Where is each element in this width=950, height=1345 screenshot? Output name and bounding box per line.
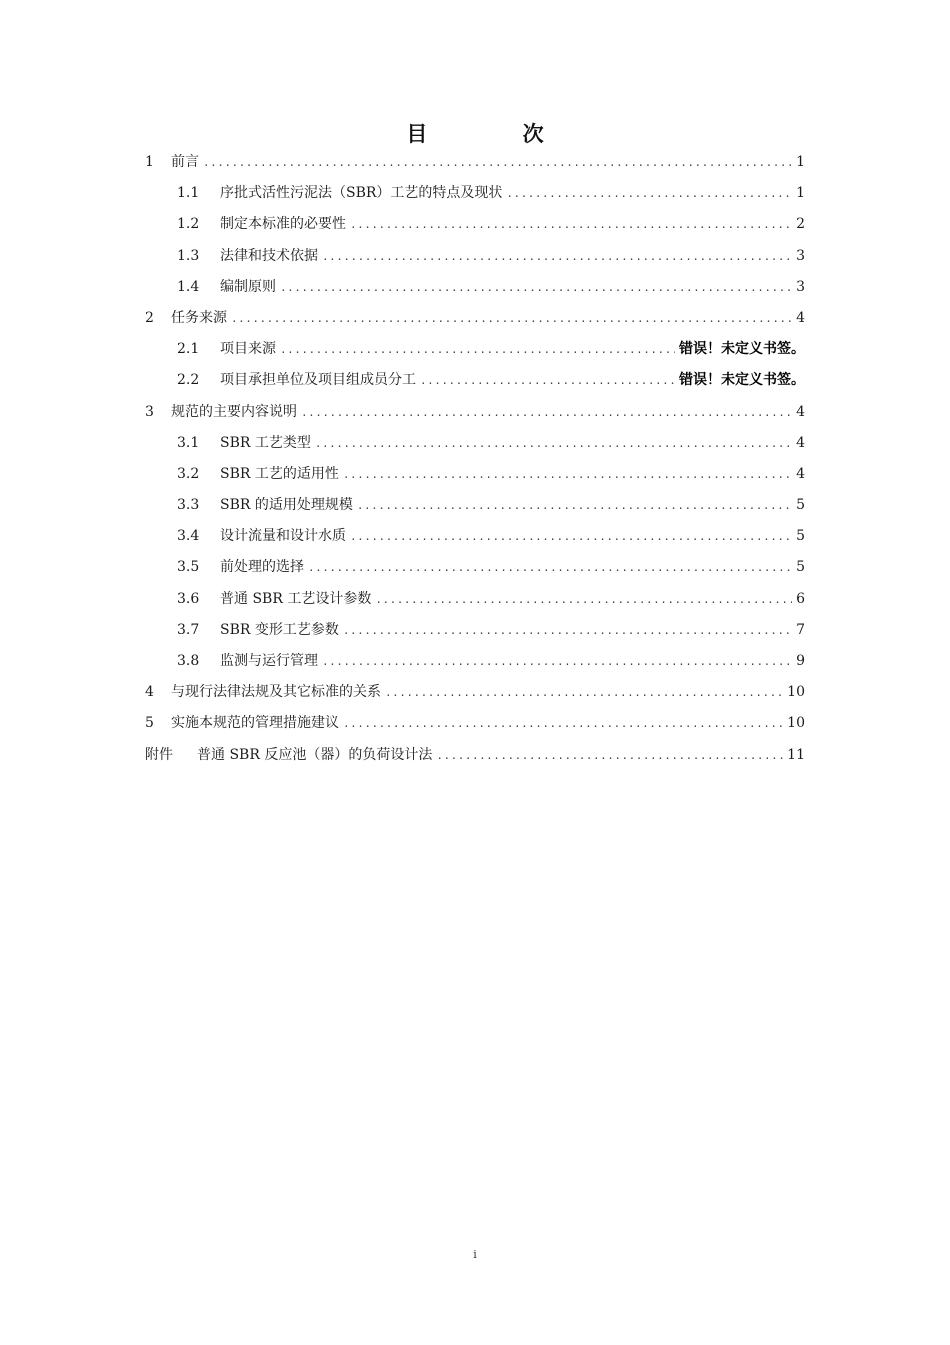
toc-entry-title: 制定本标准的必要性 bbox=[220, 216, 346, 233]
toc-entry-title: 普通 SBR 工艺设计参数 bbox=[220, 590, 372, 607]
toc-entry-number: 3.7 bbox=[177, 621, 200, 638]
toc-entry-bookmark-error: 错误！未定义书签。 bbox=[679, 341, 805, 358]
toc-entry-page: 5 bbox=[796, 528, 805, 545]
table-of-contents bbox=[145, 149, 805, 773]
dot-leader bbox=[343, 711, 783, 737]
toc-entry-title: 监测与运行管理 bbox=[220, 653, 318, 669]
page-footer-number: i bbox=[473, 1248, 477, 1261]
dot-leader bbox=[280, 337, 675, 363]
dot-leader bbox=[280, 275, 792, 301]
toc-entry-page: 6 bbox=[796, 590, 805, 607]
toc-entry-number: 3.2 bbox=[177, 465, 200, 482]
toc-entry-number: 1.3 bbox=[177, 247, 200, 264]
toc-entry[interactable] bbox=[145, 554, 805, 585]
toc-entry[interactable] bbox=[145, 492, 805, 523]
toc-entry-page: 4 bbox=[796, 403, 805, 420]
dot-leader bbox=[308, 555, 792, 581]
toc-entry-page: 10 bbox=[787, 715, 805, 732]
toc-entry[interactable] bbox=[145, 243, 805, 274]
toc-entry-title: 项目来源 bbox=[220, 341, 276, 358]
toc-entry-title: 项目承担单位及项目组成员分工 bbox=[220, 372, 416, 389]
toc-entry-page: 4 bbox=[796, 465, 805, 482]
toc-entry-number: 3.3 bbox=[177, 497, 200, 514]
toc-entry-page: 1 bbox=[796, 185, 805, 202]
dot-leader bbox=[506, 181, 792, 207]
toc-entry-bookmark-error: 错误！未定义书签。 bbox=[679, 372, 805, 389]
toc-entry[interactable] bbox=[145, 180, 805, 211]
toc-entry-title: SBR 工艺的适用性 bbox=[220, 465, 339, 482]
toc-entry-number: 1.2 bbox=[177, 216, 200, 233]
dot-leader bbox=[315, 431, 792, 457]
toc-entry-title: SBR 的适用处理规模 bbox=[220, 497, 353, 514]
toc-entry-page: 7 bbox=[796, 621, 805, 638]
toc-entry[interactable] bbox=[145, 399, 805, 430]
toc-entry[interactable] bbox=[145, 648, 805, 679]
toc-entry-title: SBR 工艺类型 bbox=[220, 434, 311, 451]
toc-entry-number: 3.1 bbox=[177, 434, 200, 451]
toc-entry-appendix[interactable] bbox=[145, 742, 805, 773]
toc-entry[interactable] bbox=[145, 211, 805, 242]
dot-leader bbox=[231, 306, 792, 332]
toc-entry-title: 前言 bbox=[171, 154, 199, 170]
toc-entry-number: 3.8 bbox=[177, 653, 200, 669]
dot-leader bbox=[322, 649, 792, 675]
toc-entry-number: 4 bbox=[145, 684, 154, 701]
toc-entry-title: 设计流量和设计水质 bbox=[220, 528, 346, 545]
toc-entry-number: 3.5 bbox=[177, 559, 200, 576]
dot-leader bbox=[385, 680, 783, 706]
toc-entry-title: SBR 变形工艺参数 bbox=[220, 621, 339, 638]
toc-entry[interactable] bbox=[145, 430, 805, 461]
toc-entry[interactable] bbox=[145, 586, 805, 617]
toc-entry[interactable] bbox=[145, 305, 805, 336]
toc-entry-title: 法律和技术依据 bbox=[220, 247, 318, 264]
toc-entry-title: 普通 SBR 反应池（器）的负荷设计法 bbox=[197, 746, 433, 763]
toc-entry-page: 11 bbox=[787, 746, 805, 763]
toc-entry-number: 附件 bbox=[145, 746, 173, 763]
dot-leader bbox=[375, 587, 792, 613]
toc-entry-page: 3 bbox=[796, 247, 805, 264]
dot-leader bbox=[301, 400, 792, 426]
toc-entry-number: 3 bbox=[145, 403, 154, 420]
dot-leader bbox=[357, 493, 792, 519]
dot-leader bbox=[420, 368, 675, 394]
toc-entry[interactable] bbox=[145, 367, 805, 398]
toc-entry-number: 2.1 bbox=[177, 341, 200, 358]
toc-entry-number: 1.1 bbox=[177, 185, 200, 202]
dot-leader bbox=[343, 618, 792, 644]
toc-entry[interactable] bbox=[145, 679, 805, 710]
toc-entry-page: 3 bbox=[796, 278, 805, 295]
dot-leader bbox=[203, 150, 792, 176]
toc-entry-number: 2.2 bbox=[177, 372, 200, 389]
toc-entry-title: 实施本规范的管理措施建议 bbox=[171, 715, 339, 732]
toc-entry-title: 编制原则 bbox=[220, 278, 276, 295]
toc-entry[interactable] bbox=[145, 461, 805, 492]
page-title: 目 次 bbox=[406, 122, 588, 146]
toc-entry[interactable] bbox=[145, 617, 805, 648]
toc-entry-page: 9 bbox=[796, 653, 805, 669]
toc-entry-number: 3.6 bbox=[177, 590, 200, 607]
toc-entry-title: 与现行法律法规及其它标准的关系 bbox=[171, 684, 381, 701]
toc-entry-page: 5 bbox=[796, 559, 805, 576]
toc-entry-page: 1 bbox=[796, 154, 805, 170]
dot-leader bbox=[436, 743, 783, 769]
dot-leader bbox=[350, 212, 792, 238]
toc-entry-number: 1 bbox=[145, 154, 154, 170]
toc-entry-page: 5 bbox=[796, 497, 805, 514]
toc-entry-title: 前处理的选择 bbox=[220, 559, 304, 576]
toc-entry[interactable] bbox=[145, 274, 805, 305]
toc-entry-page: 4 bbox=[796, 309, 805, 326]
toc-entry-title: 规范的主要内容说明 bbox=[171, 403, 297, 420]
dot-leader bbox=[343, 462, 792, 488]
dot-leader bbox=[350, 524, 792, 550]
toc-entry-title: 序批式活性污泥法（SBR）工艺的特点及现状 bbox=[220, 185, 503, 202]
toc-entry-title: 任务来源 bbox=[171, 309, 227, 326]
toc-entry-page: 10 bbox=[787, 684, 805, 701]
toc-entry-number: 1.4 bbox=[177, 278, 200, 295]
toc-entry[interactable] bbox=[145, 523, 805, 554]
toc-entry[interactable] bbox=[145, 149, 805, 180]
dot-leader bbox=[322, 244, 792, 270]
toc-entry[interactable] bbox=[145, 710, 805, 741]
toc-entry-number: 3.4 bbox=[177, 528, 200, 545]
toc-entry-number: 2 bbox=[145, 309, 154, 326]
toc-entry-page: 4 bbox=[796, 434, 805, 451]
toc-entry[interactable] bbox=[145, 336, 805, 367]
toc-entry-number: 5 bbox=[145, 715, 154, 732]
toc-entry-page: 2 bbox=[796, 216, 805, 233]
